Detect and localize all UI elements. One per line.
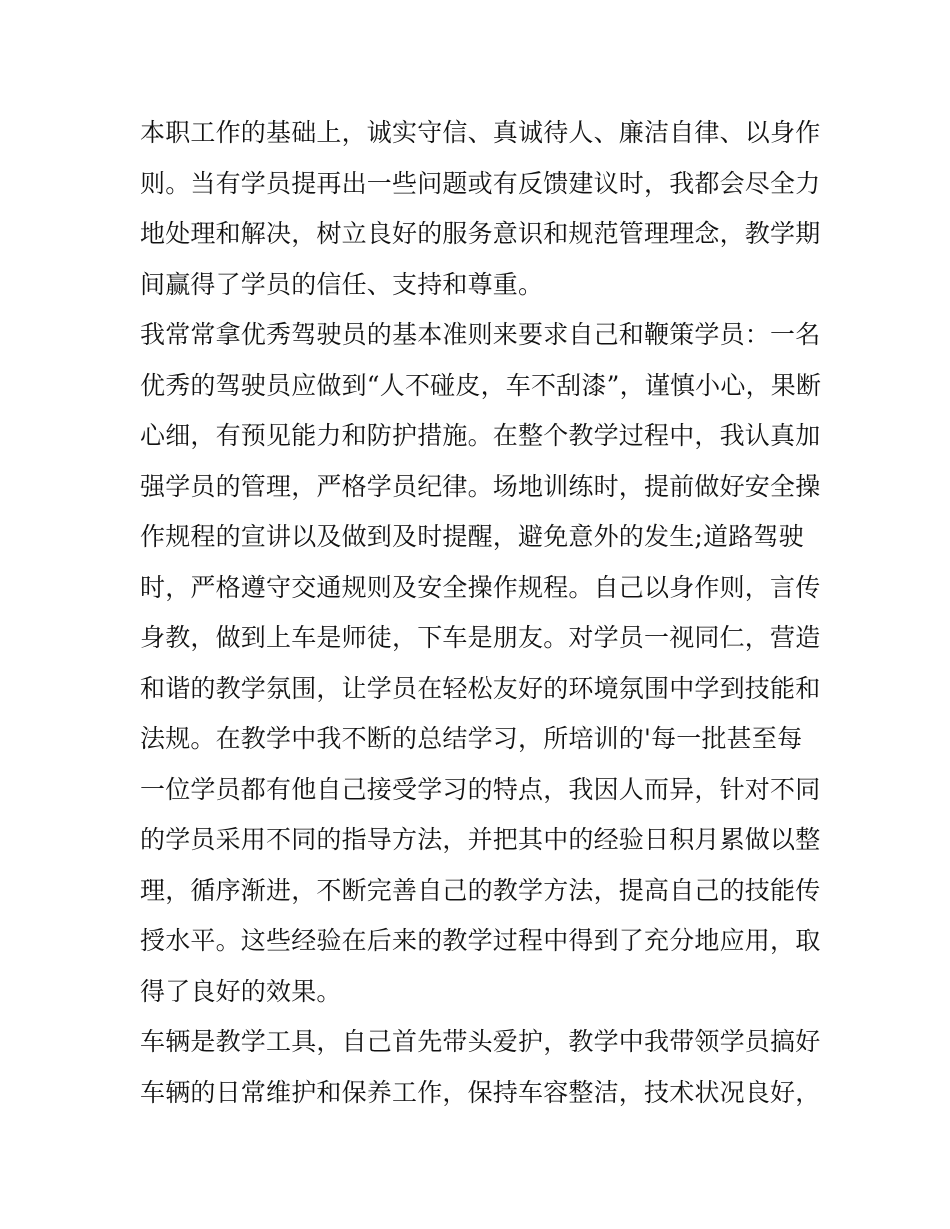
text-line: 车辆的日常维护和保养工作，保持车容整洁，技术状况良好， xyxy=(140,1077,821,1107)
text-line: 本职工作的基础上，诚实守信、真诚待人、廉洁自律、以身作 xyxy=(140,118,821,147)
text-line: 间赢得了学员的信任、支持和尊重。 xyxy=(140,269,544,299)
body-text xyxy=(140,108,820,1118)
text-line: 心细，有预见能力和防护措施。在整个教学过程中，我认真加 xyxy=(140,421,821,450)
text-line: 法规。在教学中我不断的总结学习，所培训的'每一批甚至每 xyxy=(140,724,803,753)
text-line: 得了良好的效果。 xyxy=(140,976,342,1006)
text-line: 车辆是教学工具，自己首先带头爱护，教学中我带领学员搞好 xyxy=(140,1027,821,1056)
text-line: 我常常拿优秀驾驶员的基本准则来要求自己和鞭策学员：一名 xyxy=(140,320,821,349)
text-line: 一位学员都有他自己接受学习的特点，我因人而异，针对不同 xyxy=(140,774,821,804)
text-line: 优秀的驾驶员应做到“人不碰皮，车不刮漆”，谨慎小心，果断 xyxy=(140,370,822,400)
text-line: 强学员的管理，严格学员纪律。场地训练时，提前做好安全操 xyxy=(140,471,821,501)
text-line: 作规程的宣讲以及做到及时提醒，避免意外的发生;道路驾驶 xyxy=(140,522,804,551)
text-line: 和谐的教学氛围，让学员在轻松友好的环境氛围中学到技能和 xyxy=(140,673,821,703)
text-line: 理，循序渐进，不断完善自己的教学方法，提高自己的技能传 xyxy=(140,875,821,905)
text-line: 授水平。这些经验在后来的教学过程中得到了充分地应用，取 xyxy=(140,926,821,955)
text-line: 则。当有学员提再出一些问题或有反馈建议时，我都会尽全力 xyxy=(140,168,821,198)
text-line: 时，严格遵守交通规则及安全操作规程。自己以身作则，言传 xyxy=(140,572,821,602)
text-line: 身教，做到上车是师徒，下车是朋友。对学员一视同仁，营造 xyxy=(140,623,821,652)
text-line: 地处理和解决，树立良好的服务意识和规范管理理念，教学期 xyxy=(140,219,821,248)
text-line: 的学员采用不同的指导方法，并把其中的经验日积月累做以整 xyxy=(140,825,821,854)
